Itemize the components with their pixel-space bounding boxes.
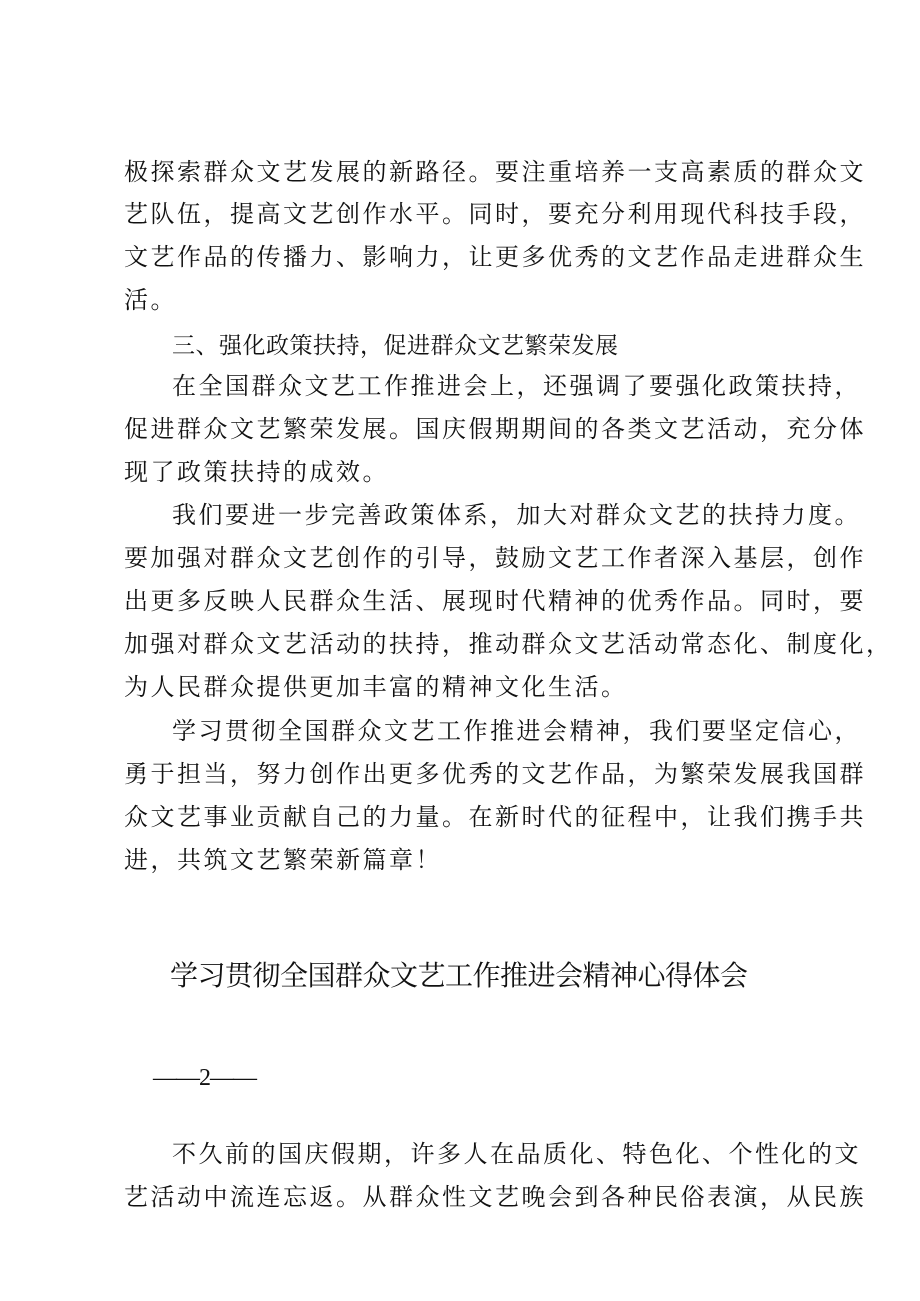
paragraph-1-line-2: 艺队伍，提高文艺创作水平。同时，要充分利用现代科技手段， [124, 200, 866, 228]
paragraph-3-line-2: 要加强对群众文艺创作的引导，鼓励文艺工作者深入基层，创作 [124, 544, 866, 572]
paragraph-4-line-2: 勇于担当，努力创作出更多优秀的文艺作品，为繁荣发展我国群 [124, 760, 866, 788]
paragraph-2-line-1: 在全国群众文艺工作推进会上，还强调了要强化政策扶持， [172, 372, 861, 400]
paragraph-5-line-1: 不久前的国庆假期，许多人在品质化、特色化、个性化的文 [172, 1140, 861, 1168]
paragraph-1-line-4: 活。 [124, 286, 177, 314]
section-heading: 三、强化政策扶持，促进群众文艺繁荣发展 [172, 333, 619, 359]
paragraph-4-line-3: 众文艺事业贡献自己的力量。在新时代的征程中，让我们携手共 [124, 803, 866, 831]
article-title: 学习贯彻全国群众文艺工作推进会精神心得体会 [170, 959, 748, 992]
paragraph-3-line-3: 出更多反映人民群众生活、展现时代精神的优秀作品。同时，要 [124, 587, 866, 615]
paragraph-4-line-4: 进，共筑文艺繁荣新篇章！ [124, 846, 442, 874]
paragraph-3-line-1: 我们要进一步完善政策体系，加大对群众文艺的扶持力度。 [172, 501, 861, 529]
paragraph-3-line-5: 为人民群众提供更加丰富的精神文化生活。 [124, 673, 628, 701]
paragraph-1-line-3: 文艺作品的传播力、影响力，让更多优秀的文艺作品走进群众生 [124, 243, 866, 271]
paragraph-5-line-2: 艺活动中流连忘返。从群众性文艺晚会到各种民俗表演，从民族 [124, 1183, 866, 1211]
paragraph-3-line-4: 加强对群众文艺活动的扶持，推动群众文艺活动常态化、制度化， [124, 630, 893, 658]
article-number: ——2—— [153, 1065, 256, 1091]
paragraph-2-line-3: 现了政策扶持的成效。 [124, 458, 389, 486]
paragraph-1-line-1: 极探索群众文艺发展的新路径。要注重培养一支高素质的群众文 [124, 158, 866, 186]
paragraph-2-line-2: 促进群众文艺繁荣发展。国庆假期期间的各类文艺活动，充分体 [124, 415, 866, 443]
paragraph-4-line-1: 学习贯彻全国群众文艺工作推进会精神，我们要坚定信心， [172, 717, 861, 745]
